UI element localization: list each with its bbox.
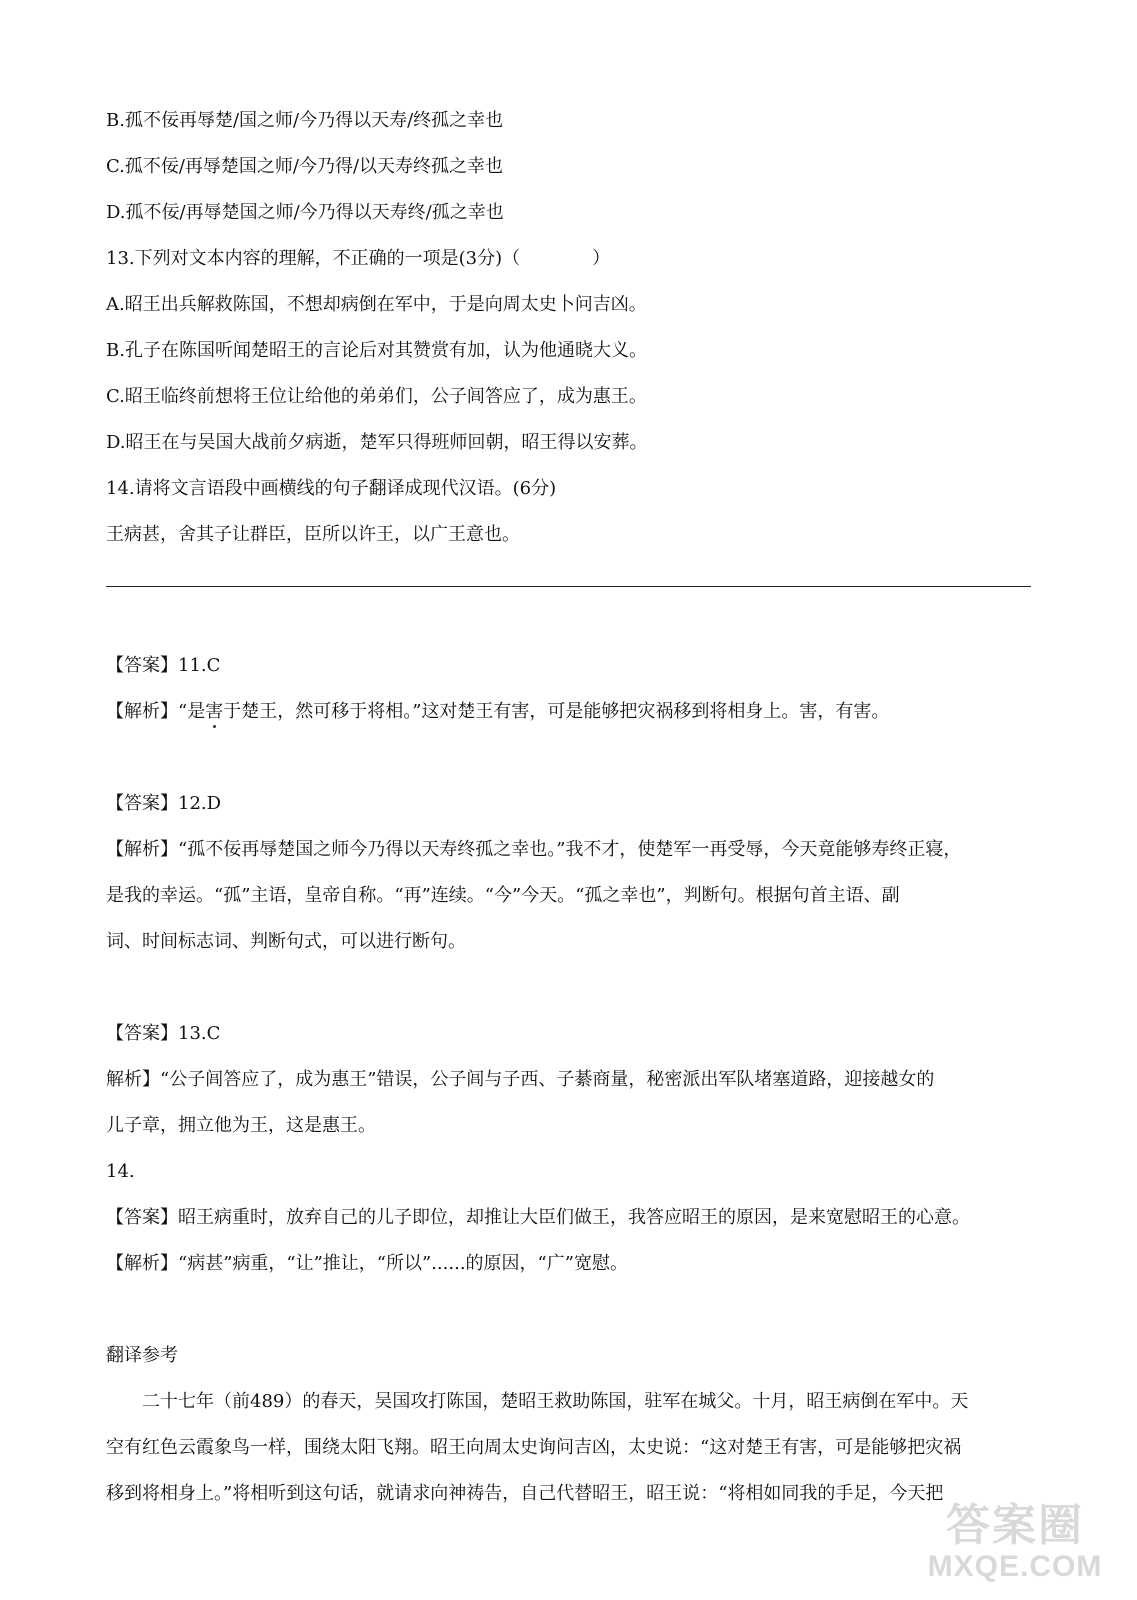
question-13-option-a: A.昭王出兵解救陈国，不想却病倒在军中，于是向周太史卜问吉凶。 [106, 294, 647, 315]
analysis-quote-post: 于楚王，然可移于将相。” [223, 701, 422, 722]
question-13-option-d: D.昭王在与吴国大战前夕病逝，楚军只得班师回朝，昭王得以安葬。 [106, 432, 648, 453]
option-c: C.孤不佞/再辱楚国之师/今乃得/以天寿终孤之幸也 [106, 156, 504, 177]
analysis-12-line-1 [106, 837, 1031, 863]
analysis-text: “病甚”病重，“让”推让，“所以”......的原因，“广”宽慰。 [178, 1253, 628, 1274]
watermark-url: MXQE.COM [927, 1550, 1103, 1583]
answer-value: 昭王病重时，放弃自己的儿子即位，却推让大臣们做王，我答应昭王的原因，是来宽慰昭王的心意。 [178, 1207, 970, 1228]
document-page [106, 108, 1031, 1507]
watermark [915, 1502, 1115, 1586]
answer-14 [106, 1205, 1031, 1231]
translation-line-2: 空有红色云霞象鸟一样，围绕太阳飞翔。昭王向周太史询问吉凶，太史说：“这对楚王有害，可是能够把灾祸 [106, 1437, 962, 1458]
translation-line-1: 二十七年（前489）的春天，吴国攻打陈国，楚昭王救助陈国，驻军在城父。十月，昭王病倒在军中。天 [142, 1391, 969, 1412]
watermark-logo: 答案圈 [946, 1501, 1084, 1550]
analysis-label: 解析】 [106, 1069, 160, 1090]
analysis-12-line-3: 词、时间标志词、判断句式，可以进行断句。 [106, 931, 466, 952]
question-13-option-b: B.孔子在陈国听闻楚昭王的言论后对其赞赏有加，认为他通晓大义。 [106, 340, 647, 361]
analysis-11 [106, 699, 1031, 725]
question-14-stem: 14.请将文言语段中画横线的句子翻译成现代汉语。(6分) [106, 478, 557, 499]
translation-line-3: 移到将相身上。”将相听到这句话，就请求向神祷告，自己代替昭王，昭王说：“将相如同我的手足，今天把 [106, 1483, 944, 1504]
analysis-12-line-2: 是我的幸运。“孤”主语，皇帝自称。“再”连续。“今”今天。“孤之幸也”，判断句。根据句首主语、副 [106, 885, 900, 906]
answer-label: 【答案】 [106, 1023, 178, 1044]
emphasis-dot-char: 害 [205, 701, 224, 722]
answer-label: 【答案】 [106, 1207, 178, 1228]
answer-14-number: 14. [106, 1161, 135, 1182]
answer-value: 12.D [178, 793, 222, 814]
analysis-label: 【解析】 [106, 839, 178, 860]
analysis-text: “公子闾答应了，成为惠王”错误，公子闾与子西、子綦商量，秘密派出军队堵塞道路，迎接越女的 [160, 1069, 935, 1090]
analysis-label: 【解析】 [106, 701, 178, 722]
answer-12 [106, 791, 1031, 817]
analysis-text: 我不才，使楚军一再受辱，今天竟能够寿终正寝， [565, 839, 962, 860]
analysis-text: 这对楚王有害，可是能够把灾祸移到将相身上。害，有害。 [421, 701, 890, 722]
analysis-14 [106, 1251, 1031, 1277]
question-14-sentence: 王病甚，舍其子让群臣，臣所以许王，以广王意也。 [106, 524, 520, 545]
analysis-13-line-2: 儿子章，拥立他为王，这是惠王。 [106, 1115, 376, 1136]
answer-11 [106, 653, 1031, 679]
answer-value: 11.C [178, 655, 221, 676]
option-b: B.孤不佞再辱楚/国之师/今乃得以天寿/终孤之幸也 [106, 110, 504, 131]
analysis-label: 【解析】 [106, 1253, 178, 1274]
answer-label: 【答案】 [106, 655, 178, 676]
option-d: D.孤不佞/再辱楚国之师/今乃得以天寿终/孤之幸也 [106, 202, 504, 223]
translation-heading: 翻译参考 [106, 1345, 178, 1366]
question-13-option-c: C.昭王临终前想将王位让给他的弟弟们，公子闾答应了，成为惠王。 [106, 386, 647, 407]
analysis-quote-pre: “是 [178, 701, 206, 722]
analysis-quote: “孤不佞再辱楚国之师今乃得以天寿终孤之幸也。” [178, 839, 566, 860]
question-13-stem: 13.下列对文本内容的理解，不正确的一项是(3分)（ ） [106, 248, 611, 269]
answer-label: 【答案】 [106, 793, 178, 814]
answer-13 [106, 1021, 1031, 1047]
analysis-13-line-1 [106, 1067, 1031, 1093]
answer-value: 13.C [178, 1023, 221, 1044]
